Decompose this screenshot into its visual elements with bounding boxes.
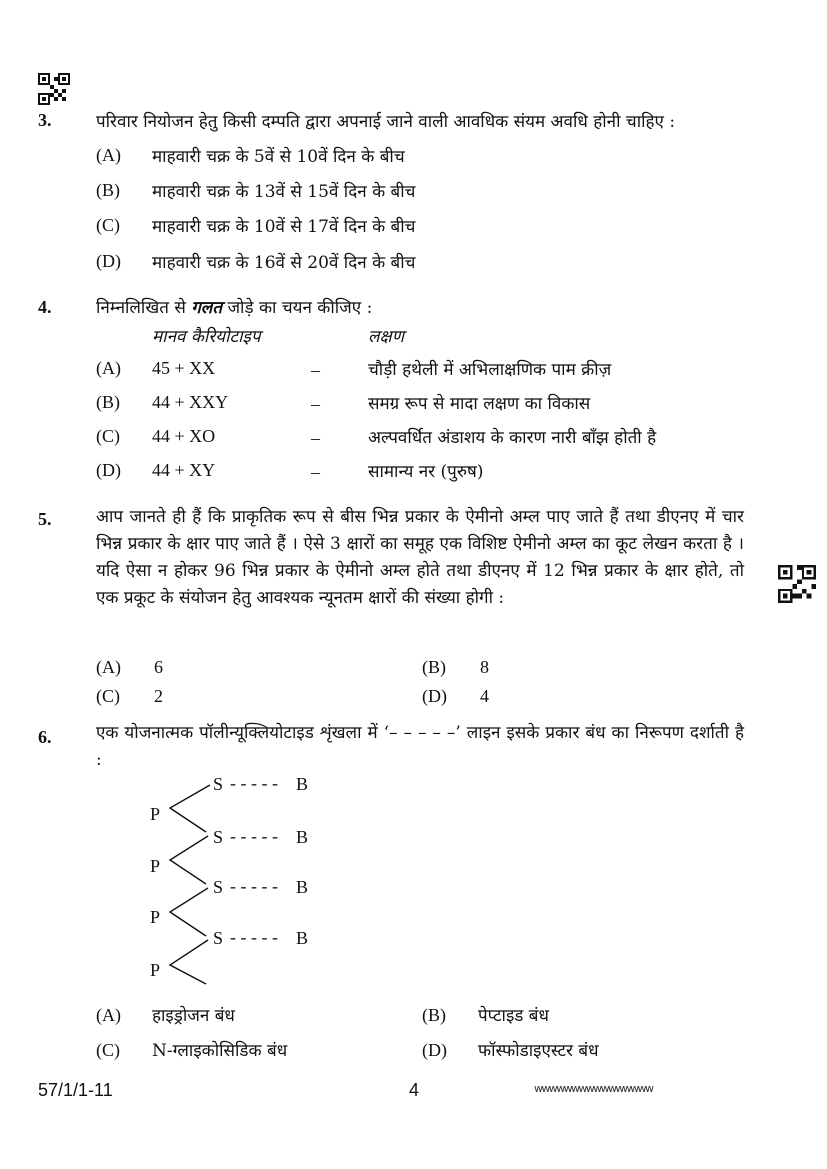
phosphate-label: P [150,960,161,980]
phosphate-label: P [150,856,161,876]
bond-dashes: - - - - - [230,927,278,947]
question-number: 4. [38,297,52,317]
trait: सामान्य नर (पुरुष) [368,462,484,482]
option-text: माहवारी चक्र के 13वें से 15वें दिन के बीच [152,182,416,202]
trait: अल्पवर्धित अंडाशय के कारण नारी बाँझ होती है [368,428,657,448]
option-label: (A) [96,657,121,677]
dash: – [311,428,320,448]
option-text: 6 [154,657,163,677]
trait: चौड़ी हथेली में अभिलाक्षणिक पाम क्रीज़ [368,360,612,380]
karyotype: 44 + XY [152,460,216,480]
row-label: (D) [96,460,121,480]
question-text [96,295,372,318]
option-text: माहवारी चक्र के 16वें से 20वें दिन के बीच [152,253,416,273]
question-text: एक योजनात्मक पॉलीन्यूक्लियोटाइड शृंखला में ‘– – – – –’ लाइन इसके प्रकार बंध का निरूपण दर्शाती है : [96,723,744,770]
bond-dashes: - - - - - [230,826,278,846]
option-text: 8 [480,657,489,677]
phosphate-label: P [150,804,161,824]
polynucleotide-diagram [140,772,340,987]
option-text: 4 [480,686,489,706]
option-text: माहवारी चक्र के 10वें से 17वें दिन के बीच [152,217,416,237]
option-text: हाइड्रोजन बंध [152,1006,235,1026]
bond-dashes: - - - - - [230,773,278,793]
row-label: (A) [96,358,121,378]
option-text: N-ग्लाइकोसिडिक बंध [152,1041,288,1061]
option-label: (C) [96,686,120,706]
question-text-part: निम्नलिखित से [96,298,186,318]
row-label: (B) [96,392,120,412]
option-label: (B) [422,1005,446,1025]
question-number: 3. [38,110,52,130]
option-label: (A) [96,145,121,165]
karyotype: 45 + XX [152,358,216,378]
row-label: (C) [96,426,120,446]
option-text: पेप्टाइड बंध [478,1006,549,1026]
option-label: (C) [96,1040,120,1060]
base-label: B [296,877,309,897]
option-label: (D) [96,251,121,271]
qr-code-right-margin [778,565,816,608]
option-label: (B) [96,180,120,200]
option-text: 2 [154,686,163,706]
wavy-mark: wwwwwwwwwwwwwwww [534,1082,653,1095]
option-label: (B) [422,657,446,677]
trait: समग्र रूप से मादा लक्षण का विकास [368,394,591,414]
question-number: 6. [38,727,52,747]
question-text: आप जानते ही हैं कि प्राकृतिक रूप से बीस भिन्न प्रकार के ऐमीनो अम्ल पाए जाते हैं तथा डीएनए में चार भिन्न प्रकार के क्षार पाए जाते हैं । ऐसे 3 क्षारों का समूह एक विशिष्ट ऐमीनो अम्ल का कूट लेखन करता है । यदि ऐसा न होकर 96 भिन्न प्रकार के ऐमीनो अम्ल होते तथा डीएनए में 12 भिन्न प्रकार के क्षार होते, तो एक प्रकूट के संयोजन हेतु आवश्यक न्यूनतम क्षारों की संख्या होगी : [96,507,744,608]
sugar-label: S [213,827,224,847]
option-text: माहवारी चक्र के 5वें से 10वें दिन के बीच [152,147,405,167]
option-label: (D) [422,1040,447,1060]
dash: – [311,360,320,380]
dash: – [311,394,320,414]
question-emphasis: गलत [191,298,223,318]
page-number: 4 [409,1080,420,1100]
option-label: (A) [96,1005,121,1025]
phosphate-label: P [150,907,161,927]
question-number: 5. [38,509,52,529]
question-text-part: जोड़े का चयन कीजिए : [227,298,373,318]
paper-code: 57/1/1-11 [38,1080,113,1100]
dash: – [311,462,320,482]
bond-dashes: - - - - - [230,876,278,896]
base-label: B [296,774,309,794]
column-header-karyotype: मानव कैरियोटाइप [152,327,261,347]
option-label: (D) [422,686,447,706]
base-label: B [296,928,309,948]
sugar-label: S [213,928,224,948]
sugar-label: S [213,877,224,897]
option-text: फॉस्फोडाइएस्टर बंध [478,1041,599,1061]
qr-code-top-left [38,73,70,110]
karyotype: 44 + XXY [152,392,229,412]
karyotype: 44 + XO [152,426,216,446]
option-label: (C) [96,215,120,235]
sugar-label: S [213,774,224,794]
base-label: B [296,827,309,847]
question-text: परिवार नियोजन हेतु किसी दम्पति द्वारा अपनाई जाने वाली आवधिक संयम अवधि होनी चाहिए : [96,112,676,132]
column-header-trait: लक्षण [368,327,405,347]
